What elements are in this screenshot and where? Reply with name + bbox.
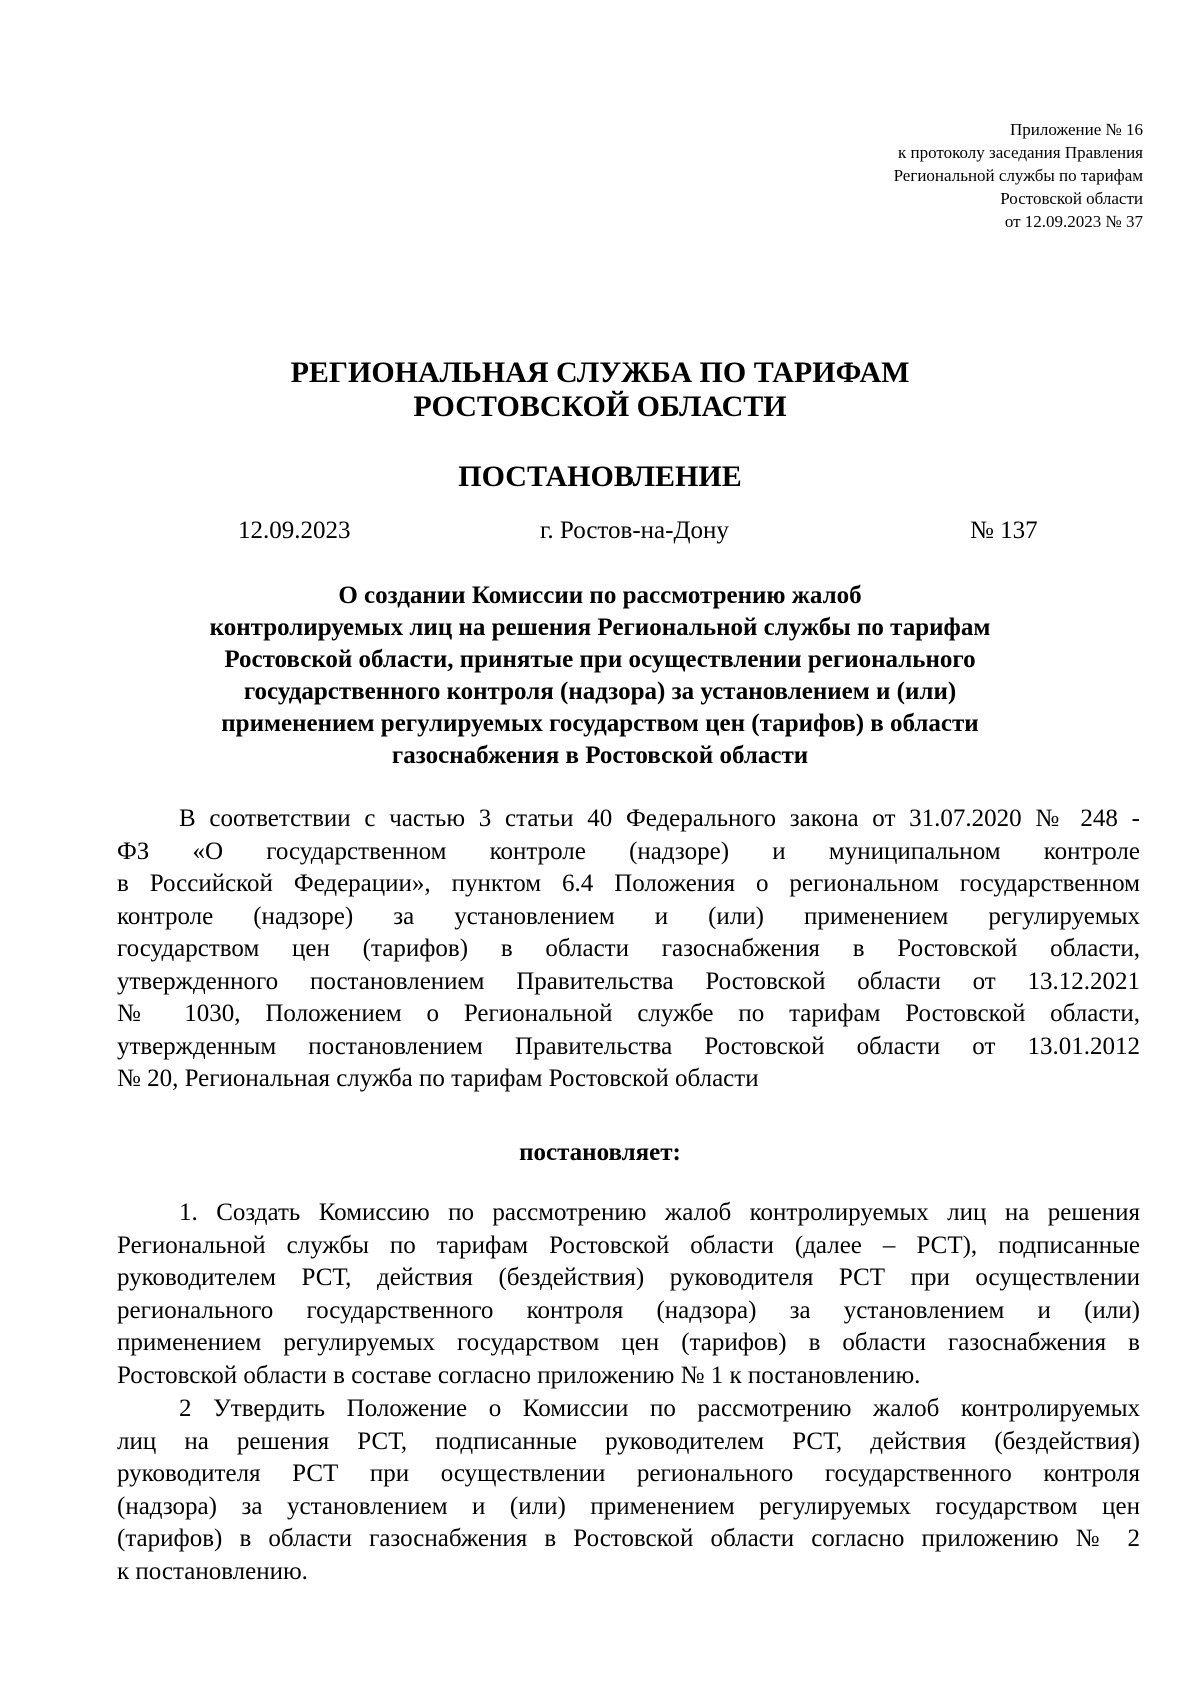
appendix-note-line: от 12.09.2023 № 37 [1004,212,1143,231]
clause-2 [117,1393,1140,1588]
appendix-note-line: к протоколу заседания Правления [898,143,1143,162]
document-city: г. Ростов-на-Дону [540,517,729,544]
paragraph-line: контроле (надзоре) за установлением и (или) применением регулируемых [117,902,1140,930]
document-meta [0,516,1200,548]
decree-word: постановляет: [519,1139,681,1166]
subject-line: государственного контроля (надзора) за установлением и (или) [243,678,957,705]
paragraph-line: (тарифов) в области газоснабжения в Ростовской области согласно приложению № 2 [117,1525,1140,1552]
paragraph-line: Ростовской области в составе согласно приложению № 1 к постановлению. [117,1361,921,1389]
paragraph-line: В соответствии с частью 3 статьи 40 Федерального закона от 31.07.2020 № 248 - [179,805,1140,832]
subject-line: применением регулируемых государством цен (тарифов) в области [221,710,979,737]
paragraph-line: применением регулируемых государством цен (тарифов) в области газоснабжения в [117,1329,1140,1356]
paragraph-line: ФЗ «О государственном контроле (надзоре) и муниципальном контроле [117,837,1140,865]
preamble-paragraph [117,803,1140,1096]
appendix-note [894,118,1143,233]
paragraph-line: регионального государственного контроля (надзора) за установлением и (или) [117,1296,1140,1324]
appendix-note-line: Региональной службы по тарифам [893,166,1143,185]
paragraph-line: № 1030, Положением о Региональной службе по тарифам Ростовской области, [117,1000,1140,1027]
agency-title-line: РЕГИОНАЛЬНАЯ СЛУЖБА ПО ТАРИФАМ [290,356,910,389]
paragraph-line: лиц на решения РСТ, подписанные руководителем РСТ, действия (бездействия) [117,1427,1140,1455]
subject-line: контролируемых лиц на решения Региональной службы по тарифам [209,614,991,641]
paragraph-line: 1. Создать Комиссию по рассмотрению жалоб контролируемых лиц на решения [179,1199,1140,1226]
paragraph-line: руководителем РСТ, действия (бездействия) руководителя РСТ при осуществлении [117,1264,1140,1291]
appendix-note-line: Ростовской области [1000,189,1143,208]
paragraph-line: утвержденного постановлением Правительства Ростовской области от 13.12.2021 [117,967,1140,995]
paragraph-line: № 20, Региональная служба по тарифам Ростовской области [117,1065,759,1092]
clause-1 [117,1197,1140,1392]
paragraph-line: в Российской Федерации», пунктом 6.4 Положения о региональном государственном [117,870,1140,897]
paragraph-line: государством цен (тарифов) в области газоснабжения в Ростовской области, [117,935,1140,962]
subject-line: газоснабжения в Ростовской области [391,742,809,769]
paragraph-line: утвержденным постановлением Правительства Ростовской области от 13.01.2012 [117,1032,1140,1060]
subject-line: О создании Комиссии по рассмотрению жалоб [338,582,862,609]
appendix-note-line: Приложение № 16 [1010,120,1143,139]
paragraph-line: Региональной службы по тарифам Ростовской области (далее – РСТ), подписанные [117,1231,1140,1259]
paragraph-line: к постановлению. [117,1557,308,1585]
document-subject [100,580,1100,772]
agency-title-line: РОСТОВСКОЙ ОБЛАСТИ [413,390,787,423]
document-date: 12.09.2023 [238,517,351,544]
paragraph-line: руководителя РСТ при осуществлении регионального государственного контроля [117,1460,1140,1487]
subject-line: Ростовской области, принятые при осуществлении регионального [224,646,976,673]
agency-title [0,356,1200,424]
document-type: ПОСТАНОВЛЕНИЕ [458,460,742,493]
paragraph-line: (надзора) за установлением и (или) применением регулируемых государством цен [117,1492,1140,1520]
document-number: № 137 [970,517,1038,544]
paragraph-line: 2 Утвердить Положение о Комиссии по рассмотрению жалоб контролируемых [179,1395,1140,1422]
